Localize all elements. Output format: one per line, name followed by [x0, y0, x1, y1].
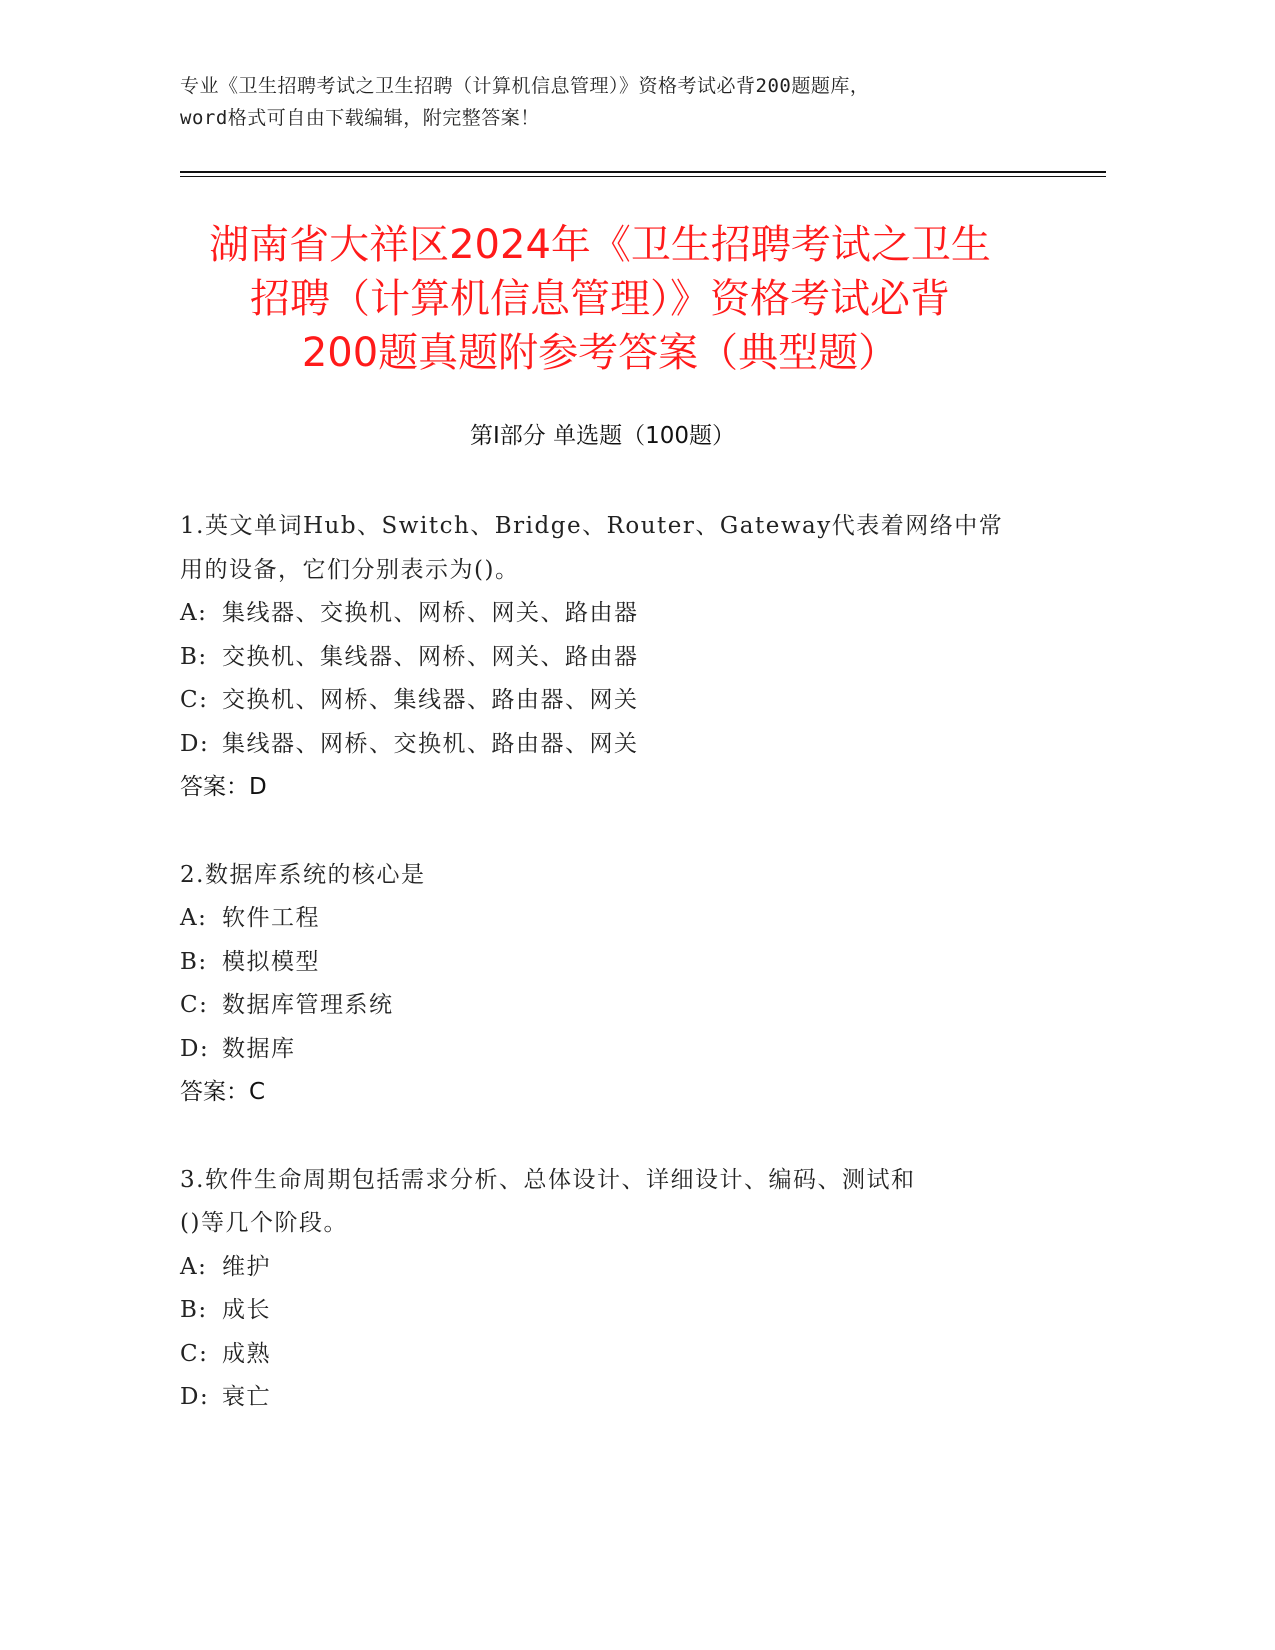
- option-letter: C:: [180, 687, 209, 713]
- option-a: [180, 592, 1040, 636]
- option-letter: A:: [180, 600, 208, 626]
- option-c: [180, 1333, 1040, 1377]
- document-title-line-1: 湖南省大祥区2024年《卫生招聘考试之卫生: [209, 222, 991, 268]
- option-d: [180, 1376, 1040, 1420]
- option-letter: A:: [180, 905, 208, 931]
- question-1: [180, 505, 1040, 810]
- option-b: [180, 636, 1040, 680]
- option-text: 数据库管理系统: [222, 992, 394, 1018]
- option-letter: D:: [180, 1384, 210, 1410]
- option-letter: A:: [180, 1253, 208, 1280]
- option-a: [180, 1246, 1040, 1290]
- document-title-line-3: 200题真题附参考答案（典型题）: [301, 330, 899, 376]
- header-note: [180, 70, 1080, 134]
- question-stem: 1.英文单词Hub、Switch、Bridge、Router、Gateway代表着网络中常: [180, 513, 1004, 539]
- option-text: 成长: [222, 1297, 271, 1323]
- option-text: 交换机、网桥、集线器、路由器、网关: [222, 687, 639, 713]
- header-note-line-1: 专业《卫生招聘考试之卫生招聘（计算机信息管理）》资格考试必背200题题库，: [180, 75, 870, 97]
- document-title-line-2: 招聘（计算机信息管理）》资格考试必背: [250, 276, 950, 322]
- option-text: 模拟模型: [222, 948, 320, 975]
- option-letter: B:: [180, 643, 208, 670]
- option-text: 衰亡: [222, 1384, 271, 1410]
- question-stem: 3.软件生命周期包括需求分析、总体设计、详细设计、编码、测试和: [180, 1166, 916, 1193]
- option-b: [180, 941, 1040, 985]
- option-text: 软件工程: [222, 905, 320, 931]
- question-stem-continued: 用的设备，它们分别表示为()。: [180, 556, 520, 583]
- option-b: [180, 1289, 1040, 1333]
- answer-label: 答案：C: [180, 1079, 266, 1105]
- option-text: 交换机、集线器、网桥、网关、路由器: [222, 643, 639, 670]
- option-letter: B:: [180, 948, 208, 975]
- question-3: [180, 1159, 1040, 1420]
- option-text: 集线器、交换机、网桥、网关、路由器: [222, 600, 639, 626]
- question-stem-continued: ()等几个阶段。: [180, 1210, 348, 1236]
- option-letter: D:: [180, 1035, 210, 1062]
- header-divider-thick: [180, 171, 1106, 173]
- option-letter: D:: [180, 730, 210, 757]
- header-note-line-2: word格式可自由下载编辑，附完整答案！: [180, 107, 540, 129]
- option-text: 数据库: [222, 1035, 296, 1062]
- option-a: [180, 897, 1040, 941]
- question-stem: 2.数据库系统的核心是: [180, 861, 426, 888]
- option-letter: C:: [180, 992, 209, 1018]
- section-heading: 第Ⅰ部分 单选题（100题）: [470, 423, 735, 449]
- option-letter: C:: [180, 1340, 209, 1367]
- option-letter: B:: [180, 1297, 208, 1323]
- option-d: [180, 723, 1040, 767]
- answer-label: 答案：D: [180, 774, 267, 800]
- question-2: [180, 854, 1040, 1115]
- option-c: [180, 984, 1040, 1028]
- option-text: 成熟: [222, 1340, 271, 1367]
- option-text: 集线器、网桥、交换机、路由器、网关: [222, 730, 639, 757]
- option-d: [180, 1028, 1040, 1072]
- header-divider-thin: [180, 176, 1106, 177]
- question-list: [180, 505, 1040, 1464]
- option-c: [180, 679, 1040, 723]
- document-title: [160, 218, 1040, 380]
- option-text: 维护: [222, 1253, 271, 1280]
